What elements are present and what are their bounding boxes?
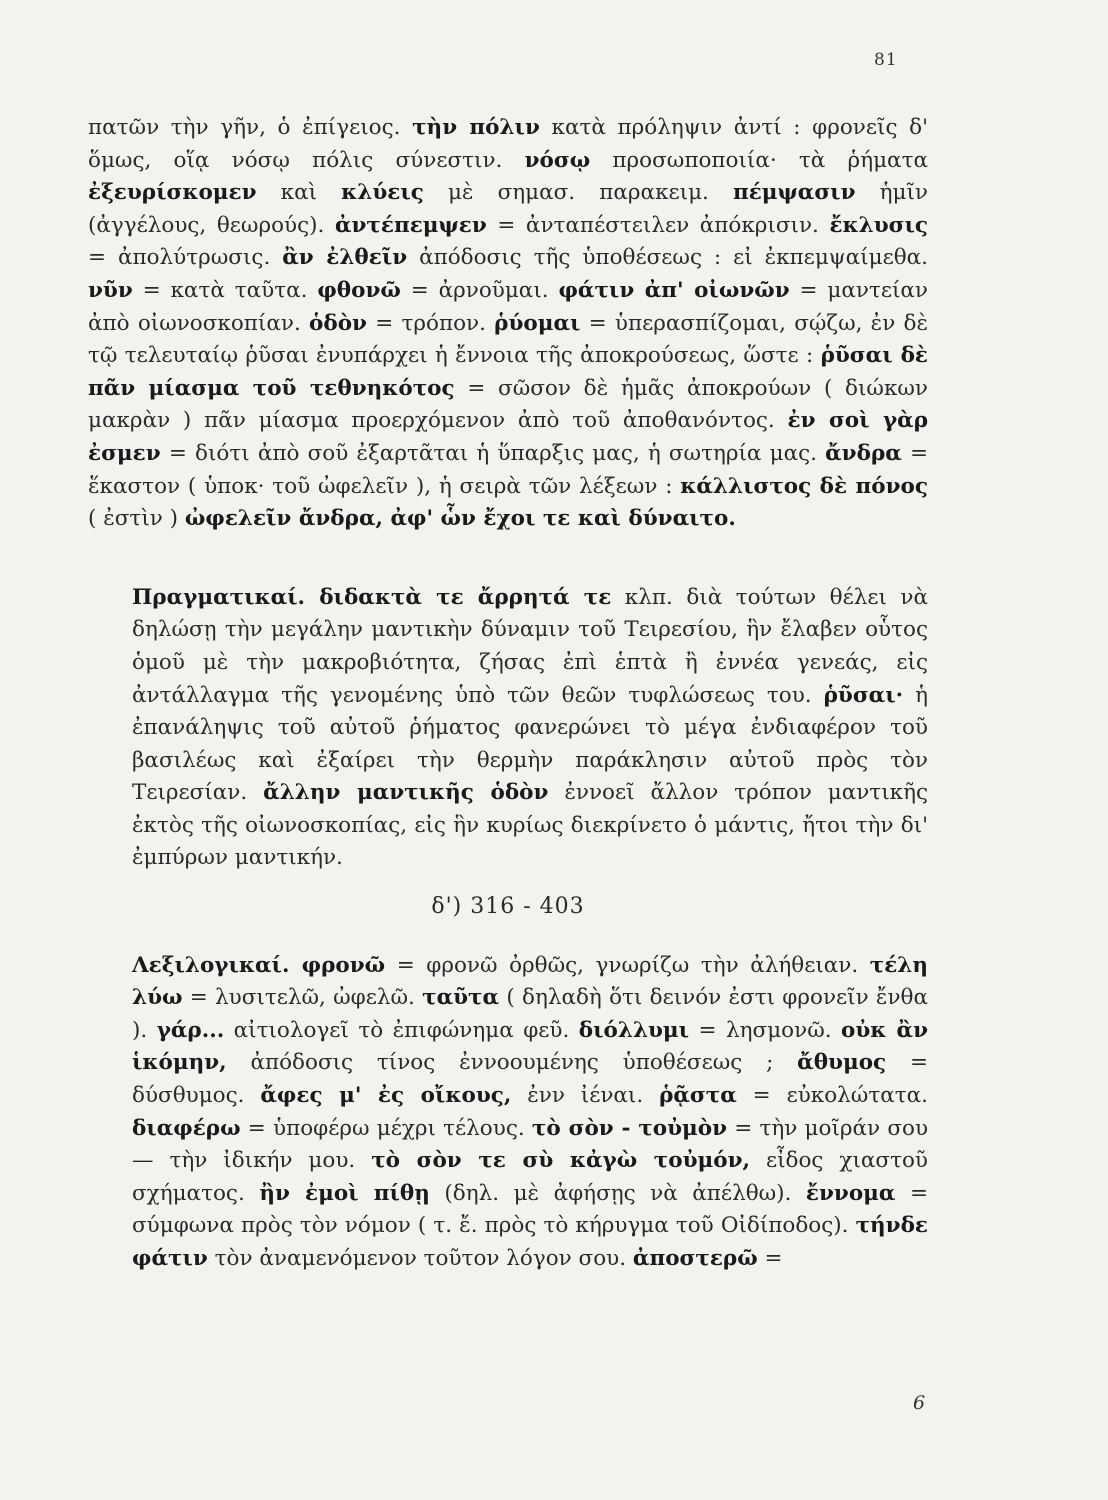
- text-run: προσωποποιία· τὰ ῥήματα: [590, 147, 928, 173]
- bold-term: ῥᾷστα: [659, 1083, 737, 1109]
- text-run: ἡ ἐπανάληψις τοῦ αὐτοῦ ῥήματος φανερώνει τὸ μέγα ἐνδιαφέρον τοῦ βασιλέως καὶ ἐξαίρει τὴν θερμὴν παράκλησιν αὐτοῦ πρὸς τὸν Τειρεσίαν.: [132, 682, 928, 806]
- bold-term: ἂν ἐλθεῖν: [282, 245, 408, 271]
- bold-term: νόσῳ: [524, 147, 591, 173]
- text-run: =: [757, 1246, 783, 1271]
- text-run: κλπ. διὰ τούτων θέλει νὰ δηλώσῃ τὴν μεγάλην μαντικὴν δύναμιν τοῦ Τειρεσίου, ἣν ἔλαβεν οὗτος ὁμοῦ μὲ τὴν μακροβιότητα, ζήσας ἐπὶ ἑπτὰ ἢ ἐννέα γενεάς, εἰς ἀντάλλαγμα τῆς γενομένης ὑπὸ τῶν θεῶν τυφλώσεως του.: [132, 584, 928, 708]
- text-run: = εὐκολώτατα.: [736, 1083, 928, 1109]
- text-run: ἐνν ἰέναι.: [511, 1083, 660, 1109]
- text-run: καὶ: [256, 180, 342, 206]
- bold-term: ἄνδρα: [825, 440, 902, 466]
- bold-term: Λεξιλογικαί. φρονῶ: [132, 952, 386, 978]
- text-run: τὸν ἀναμενόμενον τοῦτον λόγον σου.: [207, 1246, 633, 1271]
- bold-term: ἄθυμος: [797, 1050, 887, 1076]
- text-run: = τρόπον.: [366, 310, 495, 336]
- text-run: ἀπόδοσις τῆς ὑποθέσεως : εἰ ἐκπεμψαίμεθα.: [407, 245, 929, 271]
- paragraph-pragmatikai: [88, 582, 928, 875]
- text-run: = τὴν μοῖράν σου — τὴν ἰδικήν μου.: [132, 1115, 929, 1174]
- section-heading: δ') 316 - 403: [431, 894, 585, 920]
- bold-term: ἔννομα: [805, 1180, 896, 1206]
- bold-term: ἔκλυσις: [829, 212, 928, 238]
- text-run: πατῶν τὴν γῆν, ὁ ἐπίγειος.: [88, 115, 413, 140]
- text-run: αἰτιολογεῖ τὸ ἐπιφώνημα φεῦ.: [224, 1017, 579, 1043]
- bold-term: Πραγματικαί. διδακτὰ τε ἄρρητά τε: [132, 584, 612, 610]
- bold-term: οὐκ ἂν ἱκόμην,: [132, 1017, 928, 1076]
- bold-term: ἢν ἐμοὶ πίθῃ: [259, 1180, 430, 1206]
- text-run: μὲ σημασ. παρακειμ.: [423, 180, 733, 206]
- text-run: = ἀπολύτρωσις.: [88, 245, 283, 271]
- bold-term: ῥῦσαι·: [823, 682, 904, 708]
- bold-term: ἐξευρίσκομεν: [88, 180, 257, 206]
- text-run: = λυσιτελῶ, ὠφελῶ.: [182, 985, 423, 1011]
- bold-term: φθονῶ: [317, 277, 401, 303]
- bold-term: τὴν πόλιν: [412, 115, 540, 140]
- paragraph-commentary: [88, 112, 928, 536]
- signature-mark: 6: [913, 1392, 926, 1414]
- text-run: = μαντείαν ἀπὸ οἰωνοσκοπίαν.: [88, 277, 929, 336]
- text-run: ἀπόδοσις τίνος ἐννοουμένης ὑποθέσεως ;: [226, 1050, 798, 1076]
- text-run: = κατὰ ταῦτα.: [132, 277, 318, 303]
- page-number: 81: [874, 50, 898, 70]
- text-run: = ὑπερασπίζομαι, σῴζω, ἐν δὲ τῷ τελευταίῳ ῥῦσαι ἐνυπάρχει ἡ ἔννοια τῆς ἀποκρούσεως, ὥστε :: [88, 310, 928, 369]
- paragraph-lexilogikai: [88, 950, 928, 1276]
- text-run: ἐννοεῖ ἄλλον τρόπον μαντικῆς ἐκτὸς τῆς οἰωνοσκοπίας, εἰς ἣν κυρίως διεκρίνετο ὁ μάντις, ἤτοι τὴν δι' ἐμπύρων μαντικήν.: [132, 780, 928, 871]
- bold-term: τὸ σὸν - τοὐμὸν: [531, 1115, 728, 1141]
- bold-term: ῥῦσαι δὲ πᾶν μίασμα τοῦ τεθνηκότος: [88, 343, 928, 401]
- text-run: = φρονῶ ὀρθῶς, γνωρίζω τὴν ἀλήθειαν.: [385, 952, 870, 978]
- bold-term: νῦν: [88, 277, 133, 303]
- text-run: = ὑποφέρω μέχρι τέλους.: [240, 1115, 532, 1141]
- body-text: [88, 112, 928, 1276]
- bold-term: ῥύομαι: [494, 310, 581, 336]
- bold-term: διόλλυμι: [578, 1017, 690, 1043]
- bold-term: ὠφελεῖν ἄνδρα, ἀφ' ὧν ἔχοι τε καὶ δύναιτο.: [184, 506, 736, 532]
- bold-term: κάλλιστος δὲ πόνος: [680, 473, 928, 499]
- bold-term: ἄφες μ' ἐς οἴκους,: [260, 1083, 512, 1109]
- bold-term: ἀντέπεμψεν: [334, 212, 487, 238]
- bold-term: γάρ...: [156, 1017, 225, 1043]
- bold-term: τέλη λύω: [132, 952, 928, 1011]
- bold-term: ἐν σοὶ γὰρ ἐσμεν: [88, 408, 929, 466]
- bold-term: φάτιν ἀπ' οἰωνῶν: [558, 277, 790, 303]
- text-run: = λησμονῶ.: [689, 1017, 842, 1043]
- text-run: = διότι ἀπὸ σοῦ ἐξαρτᾶται ἡ ὕπαρξις μας, ἡ σωτηρία μας.: [160, 440, 826, 466]
- text-run: εἶδος χιαστοῦ σχήματος.: [132, 1148, 928, 1206]
- text-run: ( δηλαδὴ ὅτι δεινόν ἐστι φρονεῖν ἔνθα ).: [132, 985, 928, 1043]
- bold-term: τήνδε φάτιν: [132, 1213, 928, 1271]
- text-run: κατὰ πρόληψιν ἀντί : φρονεῖς δ' ὅμως, οἵᾳ νόσῳ πόλις σύνεστιν.: [88, 115, 928, 173]
- bold-term: ὁδὸν: [309, 310, 367, 336]
- text-run: ἡμῖν (ἀγγέλους, θεωρούς).: [88, 180, 928, 238]
- bold-term: ἀποστερῶ: [632, 1246, 758, 1271]
- bold-term: διαφέρω: [132, 1115, 241, 1141]
- text-run: = δύσθυμος.: [132, 1050, 928, 1109]
- bold-term: τὸ σὸν τε σὺ κἀγὼ τοὐμόν,: [371, 1148, 751, 1174]
- text-run: = ἀρνοῦμαι.: [400, 277, 559, 303]
- text-run: = σύμφωνα πρὸς τὸν νόμον ( τ. ἔ. πρὸς τὸ κήρυγμα τοῦ Οἰδίποδος).: [132, 1180, 928, 1239]
- bold-term: κλύεις: [341, 180, 424, 206]
- text-run: = ἕκαστον ( ὑποκ· τοῦ ὠφελεῖν ), ἡ σειρὰ τῶν λέξεων :: [88, 440, 928, 499]
- bold-term: ἄλλην μαντικῆς ὁδὸν: [263, 780, 549, 806]
- bold-term: πέμψασιν: [733, 180, 856, 206]
- text-run: = σῶσον δὲ ἡμᾶς ἀποκρούων ( διώκων μακρὰν ) πᾶν μίασμα προερχόμενον ἀπὸ τοῦ ἀποθανόντος.: [88, 375, 928, 434]
- text-run: = ἀνταπέστειλεν ἀπόκρισιν.: [486, 212, 830, 238]
- text-run: ( ἐστὶν ): [88, 506, 185, 532]
- bold-term: ταῦτα: [422, 985, 500, 1011]
- text-run: (δηλ. μὲ ἀφήσῃς νὰ ἀπέλθω).: [429, 1180, 806, 1206]
